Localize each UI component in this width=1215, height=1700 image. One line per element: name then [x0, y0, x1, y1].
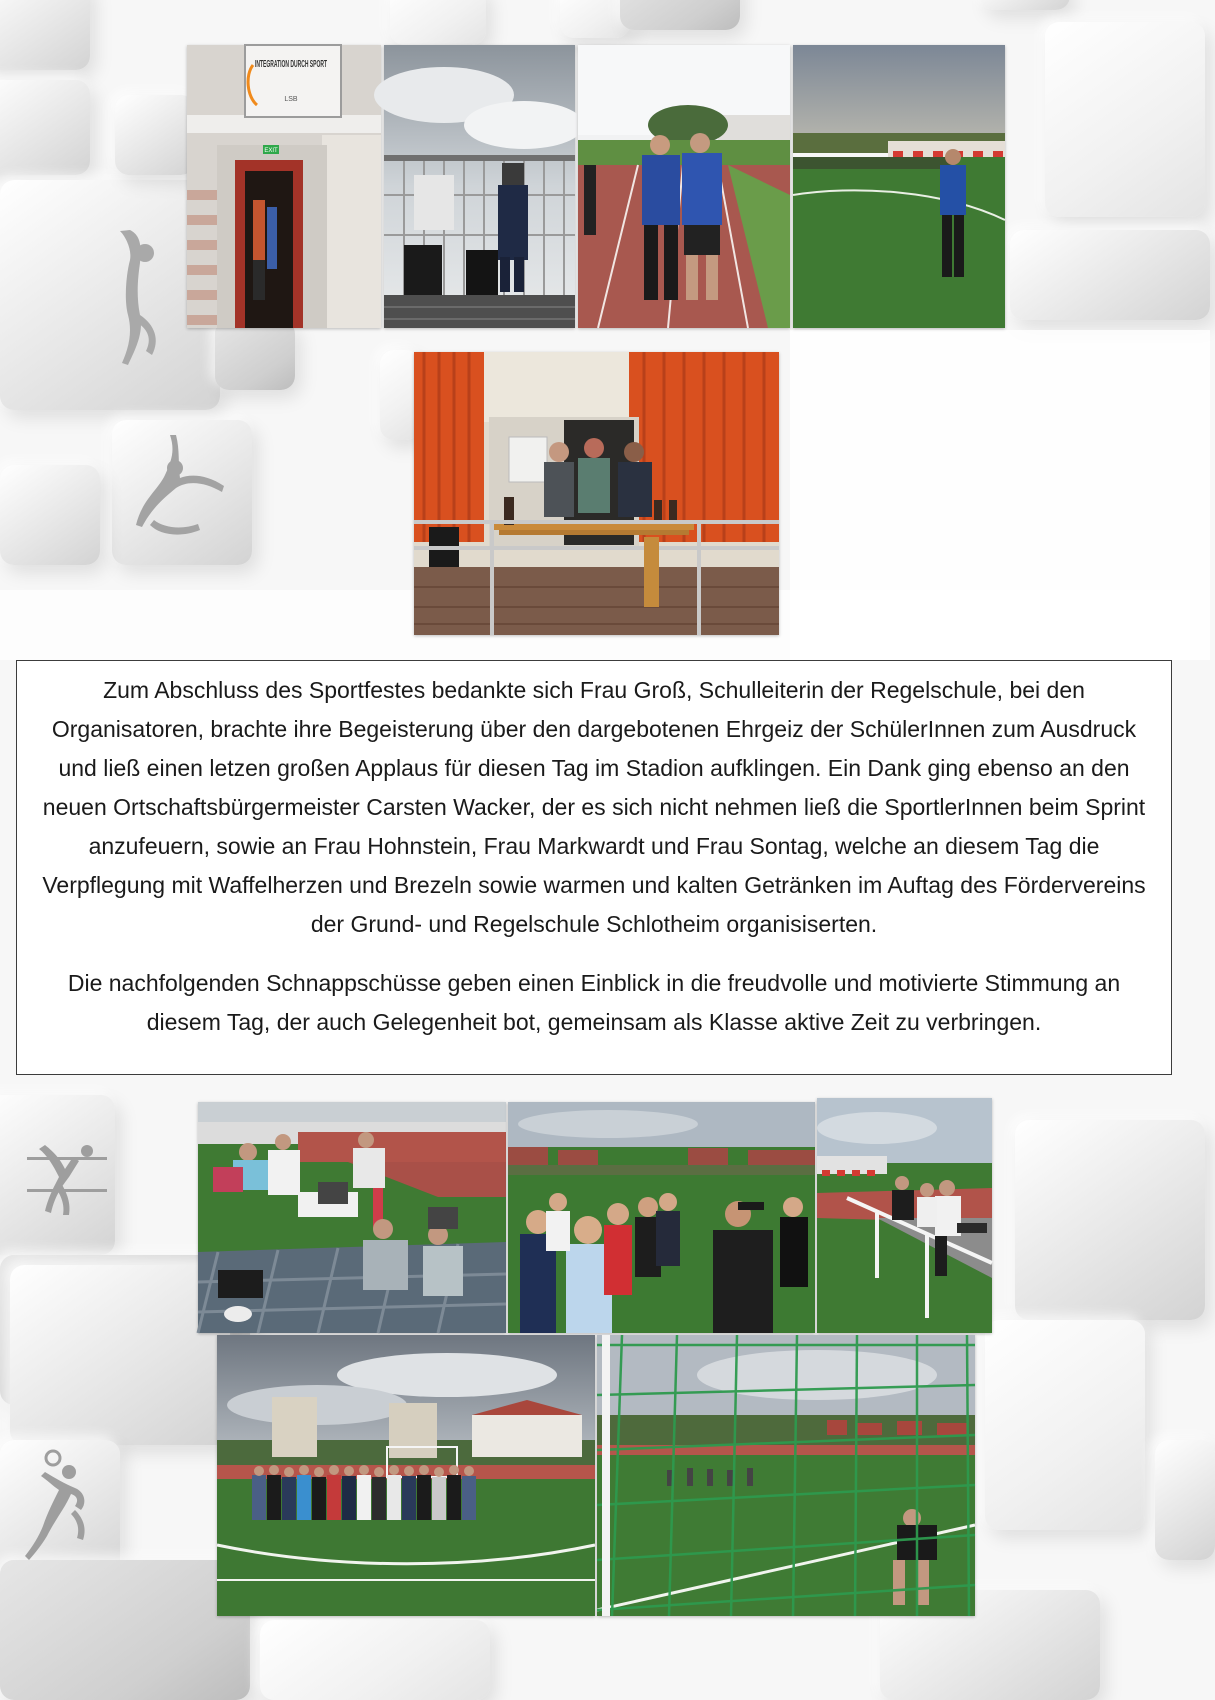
athlete-throw-icon [100, 215, 180, 375]
photo-two-men-on-track [578, 45, 790, 328]
photo-kids-with-coach [508, 1102, 815, 1333]
exit-sign-text: EXIT [264, 148, 278, 154]
article-text-box [16, 660, 1172, 1075]
photo-hall-door [187, 45, 381, 328]
photo-refreshment-stand [414, 352, 779, 635]
photo-dj-at-fence [384, 45, 575, 328]
photo-class-group [217, 1335, 595, 1616]
photo-kids-picnic [198, 1102, 506, 1333]
banner-text: INTEGRATION DURCH SPORT [255, 59, 327, 70]
article-paragraph-2: Die nachfolgenden Schnappschüsse geben einen Einblick in die freudvolle und motivierte Stimmung an diesem Tag, der auch Gelegenheit bot, gemeinsam als Klasse aktive Zeit zu verbringen. [67, 970, 1121, 1035]
volleyball-icon [25, 1135, 110, 1220]
banner-sub: LSB [284, 96, 298, 103]
handball-icon [25, 1448, 105, 1563]
article-paragraph-1: Zum Abschluss des Sportfestes bedankte sich Frau Groß, Schulleiterin der Regelschule, bei den Organisatoren, brachte ihre Begeisterung über den dargebotenen Ehrgeiz der SchülerInnen zum Ausdruck und ließ einen letzen großen Applaus für diesen Tag im Stadion aufklingen. Ein Dank ging ebenso an den neuen Ortschaftsbürgermeister Carsten Wacker, der es sich nicht nehmen ließ die SportlerInnen beim Sprint anzufeuern, sowie an Frau Hohnstein, Frau Markwardt und Frau Sontag, welche an diesem Tag die Verpflegung mit Waffelherzen und Brezeln sowie warmen und kalten Getränken im Auftag des Fördervereins der Grund- und Regelschule Schlotheim organisiserten. [42, 677, 1146, 937]
gymnast-icon [130, 430, 230, 550]
photo-through-goal-net [597, 1335, 975, 1616]
photo-man-on-field [793, 45, 1005, 328]
photo-stretching-at-rail [817, 1098, 992, 1333]
